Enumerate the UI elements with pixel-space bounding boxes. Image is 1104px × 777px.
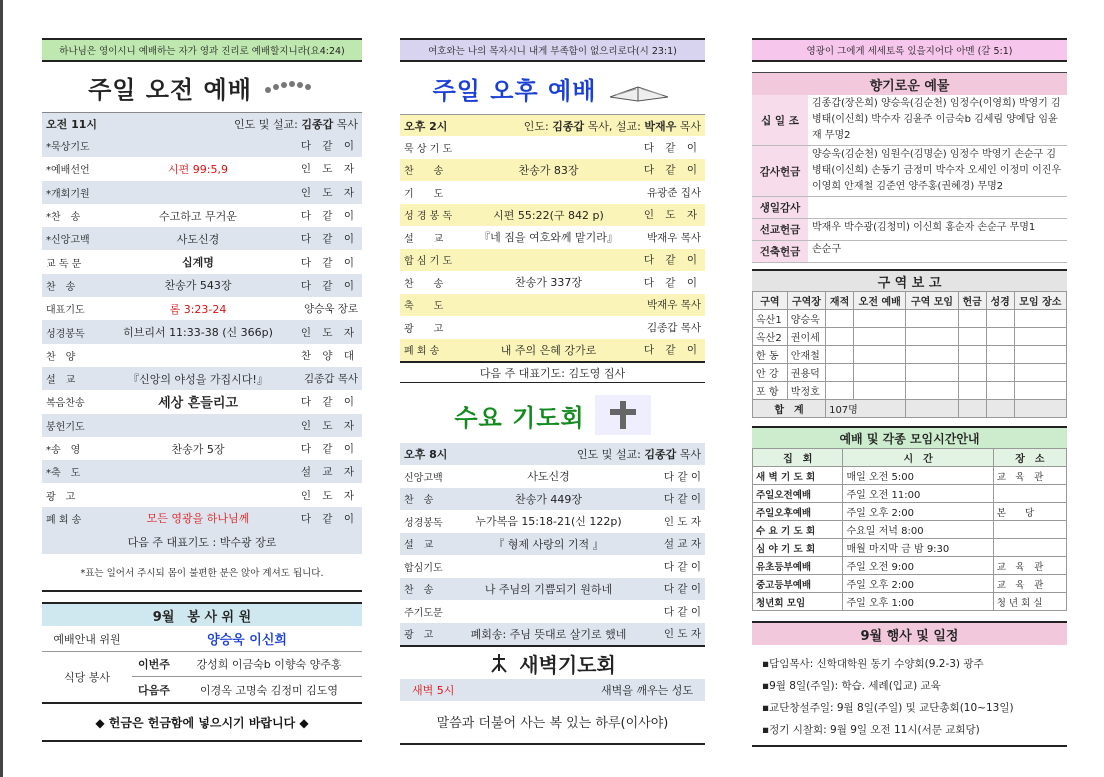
schedule-name: 청년회 모임 <box>753 593 843 611</box>
schedule-header: 장 소 <box>993 449 1066 467</box>
wednesday-row <box>400 623 705 646</box>
district-leader: 권이세 <box>787 328 825 346</box>
wednesday-item: 신앙고백 <box>404 472 443 484</box>
worship-content: 사도신경 <box>176 232 220 246</box>
worship-item: 복음찬송 <box>46 398 85 410</box>
wednesday-who: 다 같 이 <box>663 605 701 618</box>
afternoon-row <box>400 226 705 249</box>
next-leader: 다음 주 대표기도 : 박수광 장로 <box>42 530 362 554</box>
offering-label: 감사헌금 <box>752 146 808 196</box>
schedule-row <box>753 485 1067 503</box>
cross-icon <box>595 395 651 435</box>
wednesday-who: 다 같 이 <box>663 470 701 483</box>
afternoon-item: 합 심 기 도 <box>404 256 453 268</box>
wednesday-who: 설 교 자 <box>663 538 701 551</box>
event-item: ▪교단창설주일: 9월 8일(주일) 및 교단총회(10~13일) <box>762 702 1014 714</box>
schedule-place: 본 당 <box>993 503 1066 521</box>
schedule-name: 유초등부예배 <box>753 557 843 575</box>
volunteer-title: 9월 봉 사 위 원 <box>42 604 362 626</box>
schedule-name: 새 벽 기 도 회 <box>753 467 843 485</box>
district-row <box>753 328 1067 346</box>
wednesday-content: 누가복음 15:18-21(신 122p) <box>475 515 622 529</box>
district-row <box>753 364 1067 382</box>
afternoon-order <box>400 136 705 361</box>
title-area <box>42 62 362 112</box>
worship-who: 다 같 이 <box>300 279 358 292</box>
volunteer-section: 9월 봉 사 위 원 예배안내 위원 양승욱 이신희 식당 봉사 이번주 강성희 이금숙b 이향숙 양주홍 다음주 이경옥 고명숙 김정미 김도영 ◆ 헌금은 헌금함에 넣으시기 바랍니다 ◆ <box>42 602 362 740</box>
schedule-time: 주일 오후 2:00 <box>843 575 993 593</box>
worship-row <box>42 483 362 506</box>
worship-item: 성경봉독 <box>46 328 85 340</box>
offering-names: 양승욱(김순천) 임원수(김명순) 임정수 박영기 손순구 김병태(이신희) 손동기 금정미 박수자 오세인 이정미 이진우 이영희 안재철 김준연 양주홍(권혜경) 무명2 <box>812 149 1062 192</box>
district-header: 성경 <box>986 292 1014 310</box>
worship-item: *예배선언 <box>46 165 90 177</box>
district-header: 구역장 <box>787 292 825 310</box>
worship-row <box>42 437 362 460</box>
schedule-section: 예배 및 각종 모임시간안내 집 회 시 간 장 소 새 벽 기 도 회 매일 오전 5:00 교 육 관 주일오전예배 주일 오전 11:00 주일오후예배 주일 오후 2:00 본 당 수 요 기 도 회 수요일 저녁 8:00 심 야 기 도 회 매월 마지막 금 밤 9:30 유초등부예배 주일 오전 9:00 교 육 관 중고등부예배 주일 오후 2:00 교 육 관 청년회 모임 주일 오후 1:00 청 년 회 실 <box>752 426 1067 611</box>
worship-item: 광 고 <box>46 491 76 503</box>
wednesday-content: 나 주님의 기쁨되기 원하네 <box>484 582 613 596</box>
worship-who: 양승욱 장로 <box>303 303 358 316</box>
district-row <box>753 310 1067 328</box>
worship-content: 시편 99:5,9 <box>168 162 228 176</box>
worship-content: 찬송가 543장 <box>164 279 232 293</box>
district-header: 재적 <box>826 292 854 310</box>
offering-names <box>808 197 1067 218</box>
worship-row <box>42 134 362 157</box>
district-row <box>753 346 1067 364</box>
schedule-place: 교 육 관 <box>993 467 1066 485</box>
afternoon-row <box>400 136 705 159</box>
schedule-time: 매월 마지막 금 밤 9:30 <box>843 539 993 557</box>
schedule-header: 시 간 <box>843 449 993 467</box>
schedule-place: 교 육 관 <box>993 575 1066 593</box>
offering-label: 생일감사 <box>752 197 808 218</box>
afternoon-row <box>400 181 705 204</box>
afternoon-row <box>400 249 705 272</box>
district-leader: 안재철 <box>787 346 825 364</box>
afternoon-content: 내 주의 은혜 강가로 <box>500 343 597 357</box>
wednesday-who: 인 도 자 <box>663 628 701 641</box>
afternoon-row <box>400 294 705 317</box>
schedule-name: 주일오전예배 <box>753 485 843 503</box>
worship-item: 설 교 <box>46 375 76 387</box>
schedule-time: 주일 오후 1:00 <box>843 593 993 611</box>
event-item: ▪정기 시찰회: 9월 9일 오전 11시(서문 교회당) <box>762 724 980 736</box>
worship-item: 폐 회 송 <box>46 514 82 526</box>
afternoon-item: 묵 상 기 도 <box>404 143 453 155</box>
dawn-cross-icon <box>489 653 509 673</box>
worship-who: 다 같 이 <box>300 210 358 223</box>
verse-banner-2: 여호와는 나의 목자시니 내게 부족함이 없으리로다(시 23:1) <box>400 38 705 62</box>
afternoon-who: 유광준 집사 <box>646 186 701 199</box>
worship-item: 봉헌기도 <box>46 421 85 433</box>
wednesday-row <box>400 533 705 556</box>
verse-banner-3: 영광이 그에게 세세토록 있을지어다 아멘 (갈 5:1) <box>752 38 1067 62</box>
district-total-row <box>753 400 1067 418</box>
worship-who: 인 도 자 <box>300 489 358 502</box>
district-table <box>752 291 1067 418</box>
wednesday-content: 사도신경 <box>527 470 570 484</box>
worship-item: 대표기도 <box>46 305 85 317</box>
worship-item: *축 도 <box>46 468 81 480</box>
wednesday-item: 광 고 <box>404 630 434 642</box>
district-total: 107명 <box>826 400 906 418</box>
schedule-row <box>753 575 1067 593</box>
offering-names: 김종갑(장은희) 양승욱(김순천) 임정수(이영희) 박영기 김병태(이신희) 박수자 김윤주 이금숙b 김세림 양예담 임윤재 무명2 <box>812 98 1061 141</box>
worship-row <box>42 390 362 413</box>
afternoon-item: 기 도 <box>404 188 444 200</box>
wednesday-title: 수요 기도회 <box>454 403 585 432</box>
wednesday-item: 찬 송 <box>404 495 434 507</box>
schedule-place: 교 육 관 <box>993 557 1066 575</box>
offering-names: 박재우 박수광(김청미) 이신희 홍순자 손순구 무명1 <box>812 222 1036 233</box>
wednesday-content: 『 형제 사랑의 기적 』 <box>493 537 604 551</box>
worship-content: 『신앙의 야성을 가집시다!』 <box>128 372 268 386</box>
order-of-worship <box>42 134 362 530</box>
worship-content: 롬 3:23-24 <box>169 302 227 316</box>
worship-who: 다 같 이 <box>300 443 358 455</box>
page-title: 주일 오전 예배 <box>88 75 252 104</box>
worship-who: 다 같 이 <box>300 140 358 153</box>
dawn-title: 새벽기도회 <box>519 652 616 677</box>
worship-row <box>42 367 362 390</box>
afternoon-who: 다 같 이 <box>643 276 701 289</box>
worship-row <box>42 204 362 227</box>
afternoon-item: 찬 송 <box>404 278 444 290</box>
schedule-row <box>753 467 1067 485</box>
schedule-time: 수요일 저녁 8:00 <box>843 521 993 539</box>
afternoon-who: 다 같 이 <box>643 254 701 267</box>
wednesday-content: 찬송가 449장 <box>515 492 582 506</box>
wednesday-row <box>400 510 705 533</box>
wednesday-who: 인 도 자 <box>663 515 701 528</box>
worship-row <box>42 297 362 320</box>
offering-note: ◆ 헌금은 헌금함에 넣으시기 바랍니다 ◆ <box>95 715 309 730</box>
worship-item: *신앙고백 <box>46 235 90 247</box>
worship-item: *송 영 <box>46 445 81 456</box>
district-total-label: 합 계 <box>753 400 826 418</box>
choir-icon <box>260 76 316 98</box>
wednesday-row <box>400 555 705 578</box>
wednesday-item: 주기도문 <box>404 607 443 619</box>
worship-who: 다 같 이 <box>300 233 358 246</box>
offering-row <box>752 146 1067 197</box>
wednesday-item: 찬 송 <box>404 585 434 597</box>
worship-row <box>42 344 362 367</box>
worship-content: 찬송가 5장 <box>171 442 225 456</box>
events-section: 9월 행사 및 일정 ▪담임목사: 신학대학원 동기 수양회(9.2-3) 광주 ▪9월 8일(주일): 학습. 세례(입교) 교육 ▪교단창설주일: 9월 8일(주일) 및 교단총회(10~13일) ▪정기 시찰회: 9월 9일 오전 11시(서문 교회당) <box>752 621 1067 745</box>
worship-who: 인 도 자 <box>300 163 358 176</box>
wednesday-who: 다 같 이 <box>663 493 701 506</box>
wednesday-row <box>400 465 705 488</box>
offering-label: 십 일 조 <box>752 95 808 145</box>
offering-row <box>752 241 1067 263</box>
afternoon-content: 찬송가 337장 <box>515 276 582 290</box>
worship-content: 수고하고 무거운 <box>159 209 237 223</box>
schedule-row <box>753 521 1067 539</box>
worship-content: 모든 영광을 하나님께 <box>146 512 250 526</box>
schedule-row <box>753 593 1067 611</box>
event-item: ▪담임목사: 신학대학원 동기 수양회(9.2-3) 광주 <box>762 658 984 670</box>
worship-item: *개회기원 <box>46 188 90 200</box>
wednesday-order <box>400 465 705 645</box>
worship-item: *묵상기도 <box>46 142 90 154</box>
district-row <box>753 382 1067 400</box>
district-name: 옥산2 <box>753 328 788 346</box>
afternoon-item: 광 고 <box>404 323 444 335</box>
schedule-place: 청 년 회 실 <box>993 593 1066 611</box>
district-leader: 박정호 <box>787 382 825 400</box>
verse-banner: 하나님은 영이시니 예배하는 자가 영과 진리로 예배할지니라(요4:24) <box>42 38 362 62</box>
schedule-name: 중고등부예배 <box>753 575 843 593</box>
schedule-row <box>753 503 1067 521</box>
offering-names: 손순구 <box>812 244 841 255</box>
worship-content: 히브리서 11:33-38 (신 366p) <box>123 326 273 340</box>
worship-row <box>42 157 362 180</box>
afternoon-who: 다 같 이 <box>643 344 701 357</box>
worship-who: 인 도 자 <box>300 326 358 339</box>
offering-label: 선교헌금 <box>752 219 808 240</box>
schedule-time: 매일 오전 5:00 <box>843 467 993 485</box>
schedule-name: 심 야 기 도 회 <box>753 539 843 557</box>
event-item: ▪9월 8일(주일): 학습. 세례(입교) 교육 <box>762 680 941 692</box>
wednesday-row <box>400 578 705 601</box>
afternoon-item: 폐 회 송 <box>404 346 440 358</box>
next-leader-2: 다음 주 대표기도: 김도영 집사 <box>400 361 705 383</box>
afternoon-content: 『네 짐을 여호와께 맡기라』 <box>479 231 618 245</box>
district-header: 모임 장소 <box>1014 292 1066 310</box>
afternoon-item: 축 도 <box>404 301 444 313</box>
afternoon-who: 다 같 이 <box>643 141 701 154</box>
afternoon-header: 오후 2시 인도: 김종갑 목사, 설교: 박재우 목사 <box>400 114 705 136</box>
afternoon-row <box>400 339 705 362</box>
worship-row <box>42 507 362 530</box>
standing-note: *표는 일어서 주시되 몸이 불편한 분은 앉아 계셔도 됩니다. <box>42 554 362 592</box>
afternoon-row <box>400 159 705 182</box>
afternoon-content: 시편 55:22(구 842 p) <box>493 208 604 222</box>
schedule-row <box>753 557 1067 575</box>
afternoon-item: 성 경 봉 독 <box>404 211 453 223</box>
afternoon-who: 박재우 목사 <box>646 299 701 312</box>
worship-who: 인 도 자 <box>300 419 358 432</box>
wednesday-row <box>400 488 705 511</box>
afternoon-row <box>400 204 705 227</box>
page-edge <box>0 0 3 777</box>
worship-item: 교 독 문 <box>46 258 82 270</box>
worship-row <box>42 274 362 297</box>
worship-row <box>42 320 362 343</box>
service-header: 오전 11시 인도 및 설교: 김종갑 목사 <box>42 112 362 134</box>
schedule-time: 주일 오전 9:00 <box>843 557 993 575</box>
worship-row <box>42 460 362 483</box>
afternoon-content: 찬송가 83장 <box>518 163 579 177</box>
wednesday-row <box>400 600 705 623</box>
worship-row <box>42 414 362 437</box>
afternoon-service-column <box>400 38 705 745</box>
worship-row <box>42 227 362 250</box>
schedule-place <box>993 521 1066 539</box>
worship-who: 찬 양 대 <box>300 349 358 362</box>
wednesday-content: 폐회송: 주님 뜻대로 살기로 했네 <box>470 627 627 641</box>
district-name: 포 항 <box>753 382 788 400</box>
afternoon-item: 찬 송 <box>404 166 444 178</box>
dawn-row: 새벽 5시 새벽을 깨우는 성도 <box>400 679 705 701</box>
afternoon-who: 인 도 자 <box>643 209 701 222</box>
offering-label: 건축헌금 <box>752 241 808 262</box>
offering-row <box>752 219 1067 241</box>
worship-who: 다 같 이 <box>300 512 358 525</box>
offering-row <box>752 197 1067 219</box>
district-header: 헌금 <box>958 292 986 310</box>
schedule-name: 수 요 기 도 회 <box>753 521 843 539</box>
worship-who: 인 도 자 <box>300 186 358 199</box>
wednesday-item: 성경봉독 <box>404 517 443 529</box>
offering-title: 향기로운 예물 <box>752 73 1067 95</box>
offering-row <box>752 95 1067 146</box>
district-name: 안 강 <box>753 364 788 382</box>
afternoon-title: 주일 오후 예배 <box>432 76 597 105</box>
afternoon-row <box>400 271 705 294</box>
bible-icon <box>606 73 672 103</box>
afternoon-item: 설 교 <box>404 233 444 245</box>
offerings-column <box>752 38 1067 747</box>
district-header: 오전 예배 <box>854 292 906 310</box>
wednesday-item: 합심기도 <box>404 562 443 574</box>
wednesday-header: 오후 8시 인도 및 설교: 김종갑 목사 <box>400 443 705 465</box>
schedule-time: 주일 오후 2:00 <box>843 503 993 521</box>
district-report: 구 역 보 고 구역 구역장 재적 오전 예배 구역 모임 헌금 성경 모임 장소 옥산1 양승욱 옥산2 권이세 한 동 안재철 안 강 권용덕 포 항 박정호 합 계 107명 <box>752 269 1067 418</box>
afternoon-who: 박재우 목사 <box>646 231 701 244</box>
schedule-table <box>752 448 1067 611</box>
worship-who: 김종갑 목사 <box>303 373 358 386</box>
wednesday-item: 설 교 <box>404 540 434 552</box>
district-header: 구역 모임 <box>906 292 958 310</box>
afternoon-who: 김종갑 목사 <box>646 321 701 334</box>
district-header: 구역 <box>753 292 788 310</box>
schedule-header: 집 회 <box>753 449 843 467</box>
worship-who: 다 같 이 <box>300 256 358 269</box>
worship-content: 세상 흔들리고 <box>158 396 238 412</box>
schedule-row <box>753 539 1067 557</box>
district-leader: 권용덕 <box>787 364 825 382</box>
afternoon-who: 다 같 이 <box>643 164 701 177</box>
worship-item: 찬 송 <box>46 281 76 293</box>
afternoon-row <box>400 316 705 339</box>
offering-list <box>752 95 1067 263</box>
district-name: 옥산1 <box>753 310 788 328</box>
schedule-time: 주일 오전 11:00 <box>843 485 993 503</box>
district-leader: 양승욱 <box>787 310 825 328</box>
wednesday-who: 다 같 이 <box>663 583 701 596</box>
worship-item: 찬 양 <box>46 351 76 363</box>
wednesday-who: 다 같 이 <box>663 560 701 573</box>
district-name: 한 동 <box>753 346 788 364</box>
guide-names: 양승욱 이신희 <box>207 633 287 649</box>
schedule-place <box>993 485 1066 503</box>
worship-who: 다 같 이 <box>300 396 358 409</box>
dawn-motto: 말씀과 더불어 사는 복 있는 하루(이사야) <box>436 715 669 731</box>
worship-content: 십계명 <box>182 256 214 270</box>
schedule-name: 주일오후예배 <box>753 503 843 521</box>
worship-who: 설 교 자 <box>300 466 358 479</box>
morning-service-column <box>42 38 362 742</box>
worship-row <box>42 181 362 204</box>
worship-item: *찬 송 <box>46 212 81 224</box>
worship-row <box>42 250 362 273</box>
schedule-place <box>993 539 1066 557</box>
